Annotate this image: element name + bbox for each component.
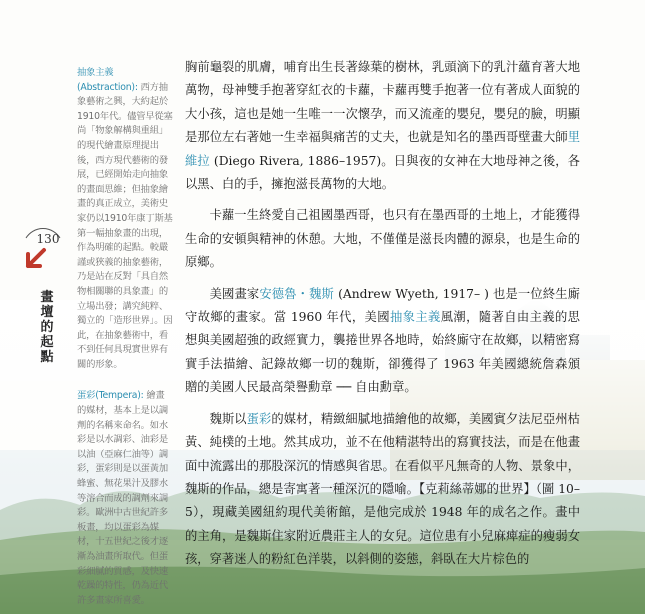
- paragraph: 胸前龜裂的肌膚，哺育出生長著綠葉的樹林，乳頭滴下的乳汁蘊育著大地萬物，母神雙手抱著穿紅衣的卡蘿，卡蘿再雙手抱著一位有著成人面貌的大小孩，這也是她一生唯一一次懷孕，而又流產的嬰兒，嬰兒的臉，明顯是那位左右著她一生幸福與痛苦的丈夫，也就是知名的墨西哥壁畫大師里維拉 (Diego Rivera, 1886–1957)。日與夜的女神在大地母神之後，各以黑、白的手，擁抱滋長萬物的大地。: [185, 60, 580, 192]
- artist-name: 里維拉: [185, 130, 580, 168]
- gloss-term: 蛋彩: [77, 390, 96, 402]
- paragraph: 魏斯以蛋彩的媒材，精緻細膩地描繪他的故鄉，美國賓夕法尼亞州枯黃、純樸的土地。然其成功，並不在他精湛特出的寫實技法，而是在他畫面中流露出的那股深沉的情感與省思。在看似平凡無奇的人物、景象中，魏斯的作品，總是寄寓著一種深沉的隱喻。【克莉絲蒂娜的世界】（圖 10–5），現藏美國紐約現代美術館，是他完成於 1948 年的成名之作。畫中的主角，是魏斯住家附近農莊主人的女兒。這位患有小兒麻痺症的瘦弱女孩，穿著迷人的粉紅色洋裝，以斜側的姿態，斜臥在大片棕色的: [185, 411, 580, 567]
- paragraph: 卡蘿一生終愛自己祖國墨西哥，也只有在墨西哥的土地上，才能獲得生命的安頓與精神的休憩。大地，不僅僅是滋長肉體的源泉，也是生命的原鄉。: [185, 208, 580, 270]
- sidebar-glossary: [77, 66, 173, 608]
- gloss-text: 西方抽象藝術之興，大約起於1910年代。儘管早從塞尚「物象解構與重組」的現代繪畫原理提出後，西方現代藝術的發展，已經開始走向抽象的畫面思維；但抽象繪畫的真正成立，美術史家仍以1910年康丁斯基第一幅抽象畫的出現，作為明確的起點。較嚴謹或狹義的抽象藝術，乃是站在反對「具自然物相關聯的具象畫」的立場出發；講究純粹、獨立的「造形世界」。因此，在抽象藝術中，看不到任何具現實世界有關的形象。: [77, 81, 173, 370]
- body-text: [185, 56, 580, 572]
- glossary-term-link: 抽象主義: [389, 310, 441, 325]
- gloss-term-english: (Abstraction):: [77, 81, 141, 93]
- glossary-term-link: 蛋彩: [246, 411, 272, 426]
- paragraph: 美國畫家安德魯・魏斯 (Andrew Wyeth, 1917– ) 也是一位終生廝守故鄉的畫家。當 1960 年代，美國抽象主義風潮，隨著自由主義的思想與美國超強的政經實力，襲捲世界各地時，始終廝守在故鄉，以精密寫實手法描繪、記錄故鄉一切的魏斯，卻獲得了 1963 年美國總統詹森頒贈的美國人民最高榮譽勳章 ── 自由勳章。: [185, 286, 580, 395]
- gloss-term-english: (Tempera):: [95, 390, 147, 402]
- page-number-arc: [20, 224, 66, 270]
- gloss-abstraction: [77, 66, 173, 372]
- artist-name: 安德魯・魏斯: [259, 286, 335, 301]
- gloss-tempera: [77, 389, 173, 608]
- page-number: 130: [36, 232, 60, 246]
- gloss-term: 抽象主義: [77, 67, 114, 78]
- gloss-text: 繪畫的媒材，基本上是以調劑的名稱來命名。如水彩是以水調彩、油彩是以油（亞麻仁油等）調彩，蛋彩則是以蛋黃加蜂蜜、無花果汁及膠水等溶合而成的調劑來調彩。歐洲中古世紀許多板畫，均以蛋彩為媒材，十五世紀之後才逐漸為油畫所取代。但蛋彩細膩的質感，及快速乾躁的特性，仍為近代許多畫家所喜愛。: [77, 390, 168, 606]
- chapter-title: 畫壇的起點: [40, 290, 54, 365]
